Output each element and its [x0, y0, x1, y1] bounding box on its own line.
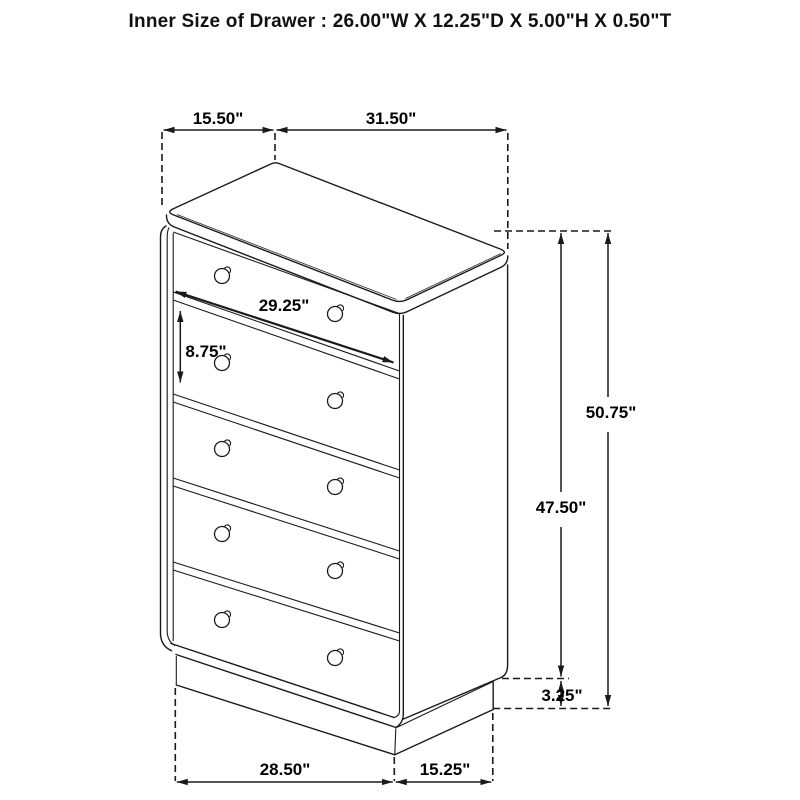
top-chamfer-right	[406, 254, 502, 299]
left-inner-edge	[167, 228, 175, 646]
base-front-right-edge	[395, 729, 396, 755]
drawer-4	[173, 525, 399, 641]
dim-label-floor-side-depth: 15.25"	[419, 760, 471, 779]
divider-4-top	[173, 562, 399, 633]
dim-drawer-front-height	[180, 311, 226, 383]
divider-2-top	[173, 394, 399, 470]
drawer-4-knob-left	[215, 527, 230, 542]
left-corner-stile	[161, 226, 176, 651]
dim-label-drawer-front-height: 8.75"	[185, 342, 227, 361]
drawer-1-knob-right	[328, 307, 343, 322]
drawer-3-knob-left	[215, 442, 230, 457]
base-front-bottom-edge	[176, 685, 394, 755]
dim-top-width	[277, 109, 507, 130]
drawer-4-knob-right	[328, 564, 343, 579]
dim-base-height	[541, 681, 582, 706]
drawer-3-knob-right	[328, 480, 343, 495]
base-side-top-edge	[397, 682, 494, 728]
dim-floor-side-depth	[396, 760, 492, 782]
divider-2-bottom	[173, 402, 399, 478]
dim-height-to-base	[536, 233, 587, 677]
drawer-5-knob-left	[215, 613, 230, 628]
dim-top-depth	[164, 109, 274, 130]
top-panel-edge-band	[166, 215, 507, 313]
bottom-rail-top	[171, 644, 394, 718]
left-outer-edge	[161, 226, 172, 651]
side-back-and-bottom-edge	[404, 265, 508, 719]
top-chamfer-front	[177, 215, 397, 300]
dim-label-top-depth: 15.50"	[192, 109, 244, 128]
drawer-1-knob-left	[215, 269, 230, 284]
bottom-rail-bottom	[176, 655, 396, 728]
dim-overall-height	[586, 233, 637, 706]
chest-outline-group	[161, 163, 508, 755]
dim-floor-front-width	[177, 760, 393, 782]
dim-label-overall-height: 50.75"	[585, 403, 637, 422]
dim-label-drawer-front-width: 29.25"	[258, 296, 310, 315]
drawer-5	[215, 611, 344, 666]
right-side-panel	[394, 265, 508, 728]
dim-label-height-to-base: 47.50"	[535, 498, 587, 517]
drawer-5-knob-right	[328, 651, 343, 666]
front-right-inner-edge	[394, 314, 400, 718]
diagram-title: Inner Size of Drawer : 26.00"W X 12.25"D X 5.00"H X 0.50"T	[128, 11, 672, 32]
dim-label-top-width: 31.50"	[365, 109, 417, 128]
divider-3-top	[173, 478, 399, 551]
divider-4-bottom	[173, 570, 399, 641]
dim-label-floor-front-width: 28.50"	[259, 760, 311, 779]
divider-3-bottom	[173, 486, 399, 559]
bottom-rail	[171, 644, 396, 728]
dim-label-base-height: 3.25"	[541, 686, 583, 705]
drawer-3	[173, 440, 399, 559]
drawer-2-knob-right	[328, 394, 343, 409]
drawer-2	[173, 354, 399, 478]
